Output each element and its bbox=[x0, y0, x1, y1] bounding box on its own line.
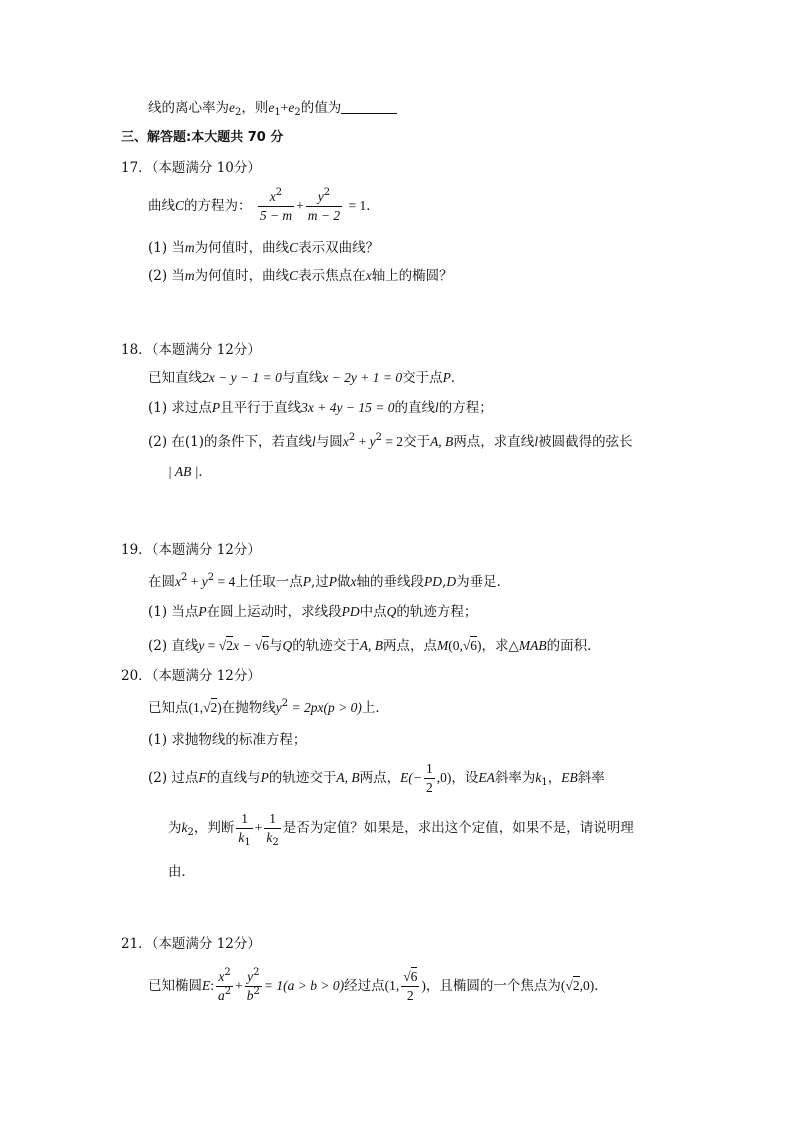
q19-part1: (1) 当点P在圆上运动时，求线段PD中点Q的轨迹方程； bbox=[148, 604, 478, 620]
q16-e2b: e bbox=[288, 100, 295, 115]
q18-part2: (2) 在(1)的条件下，若直线l与圆$x^2 + y^2 = 2$交于A, B两点，求直线l被圆截得的弦长 bbox=[148, 432, 633, 450]
q16-plus: + bbox=[280, 100, 289, 115]
q17-den1: 5 − m bbox=[259, 208, 293, 223]
q20-line3: 为$k_2$，判断 $\frac{1}{k_1}$ + $\frac{1}{k_2}$ 是否为定值？如果是，求出这个定值，如果不是，请说明理 bbox=[168, 811, 634, 848]
q16-e1: e bbox=[268, 100, 275, 115]
q17-frac2: $\frac{y^2}{m - 2}$ bbox=[307, 187, 341, 223]
q16-sub2: 2 bbox=[235, 107, 242, 118]
q16-e2: e bbox=[229, 100, 235, 115]
q17-C: C bbox=[175, 198, 185, 213]
q17-text: 曲线 bbox=[148, 198, 175, 214]
q20-part2: (2) 过点F的直线与P的轨迹交于A, B两点，E(− $\frac{1}{2}$ ,0)，设EA斜率为$k_1$，EB斜率 bbox=[148, 761, 605, 795]
q18-line1: 已知直线2x − y − 1 = 0与直线x − 2y + 1 = 0交于点P． bbox=[148, 370, 465, 386]
q19-part2: (2) 直线y = √2x − √6与Q的轨迹交于A, B两点，点M(0,√6)，求△MAB的面积． bbox=[148, 638, 601, 654]
q20-header: 20．（本题满分 12分） bbox=[121, 668, 261, 684]
q21-frac-x: $\frac{x^2}{a^2}$ bbox=[218, 967, 232, 1003]
q21-line1: 已知椭圆E: $\frac{x^2}{a^2}$ + $\frac{y^2}{b^2}$ = 1(a > b > 0)经过点(1, $\frac{√6}{2}$ )，且椭圆的一个焦点为(√2,0)． bbox=[148, 967, 608, 1003]
q18-part2-cont: | AB |． bbox=[168, 464, 212, 480]
q21-header: 21．（本题满分 12分） bbox=[121, 936, 261, 952]
q16-text-c: 的值为 bbox=[300, 100, 342, 116]
q21-frac-r6: $\frac{√6}{2}$ bbox=[403, 969, 418, 1003]
answer-blank[interactable] bbox=[341, 99, 397, 114]
q17-y: y bbox=[317, 189, 324, 204]
q17-equation-line: 曲线C的方程为： $\frac{x^2}{5 - m}$ + $\frac{y^2}{m - 2}$ = 1． bbox=[148, 187, 380, 223]
q20-line1: 已知点(1,√2)在抛物线$y^2 = 2px(p > 0)$上． bbox=[148, 698, 389, 716]
q21-frac-y: $\frac{y^2}{b^2}$ bbox=[246, 967, 260, 1003]
q17-frac1: $\frac{x^2}{5 - m}$ bbox=[259, 187, 293, 223]
q17-header: 17．（本题满分 10分） bbox=[121, 160, 261, 176]
q18-part1: (1) 求过点P且平行于直线3x + 4y − 15 = 0的直线l的方程； bbox=[148, 400, 493, 416]
q16-sub1: 1 bbox=[274, 107, 281, 118]
q20-frac-k2: $\frac{1}{k_2}$ bbox=[266, 811, 279, 848]
q16-text-b: ，则 bbox=[241, 100, 269, 116]
q20-frac-k1: $\frac{1}{k_1}$ bbox=[238, 811, 251, 848]
q17-x: x bbox=[269, 189, 276, 204]
q17-den2: m − 2 bbox=[307, 208, 341, 223]
q20-half: $\frac{1}{2}$ bbox=[426, 761, 433, 795]
q20-part1: (1) 求抛物线的标准方程； bbox=[148, 732, 307, 748]
section-title: 三、解答题:本大题共 70 分 bbox=[121, 130, 284, 145]
q18-header: 18．（本题满分 12分） bbox=[121, 342, 261, 358]
q16-text: 线的离心率为 bbox=[148, 100, 229, 116]
q17-eq: = 1 bbox=[348, 198, 367, 213]
q17-part1: (1) 当m为何值时，曲线C表示双曲线？ bbox=[148, 240, 380, 256]
q19-line1: 在圆$x^2 + y^2 = 4$上任取一点P,过P做x轴的垂线段PD,D为垂足． bbox=[148, 572, 511, 590]
q17-dot: ． bbox=[366, 198, 380, 214]
q16-tail-line bbox=[148, 98, 397, 118]
q17-text2: 的方程为： bbox=[184, 198, 252, 214]
q19-header: 19．（本题满分 12分） bbox=[121, 542, 261, 558]
q16-sub2b: 2 bbox=[294, 107, 301, 118]
q20-line4: 由． bbox=[168, 864, 195, 880]
q17-part2: (2) 当m为何值时，曲线C表示焦点在x轴上的椭圆？ bbox=[148, 268, 453, 284]
